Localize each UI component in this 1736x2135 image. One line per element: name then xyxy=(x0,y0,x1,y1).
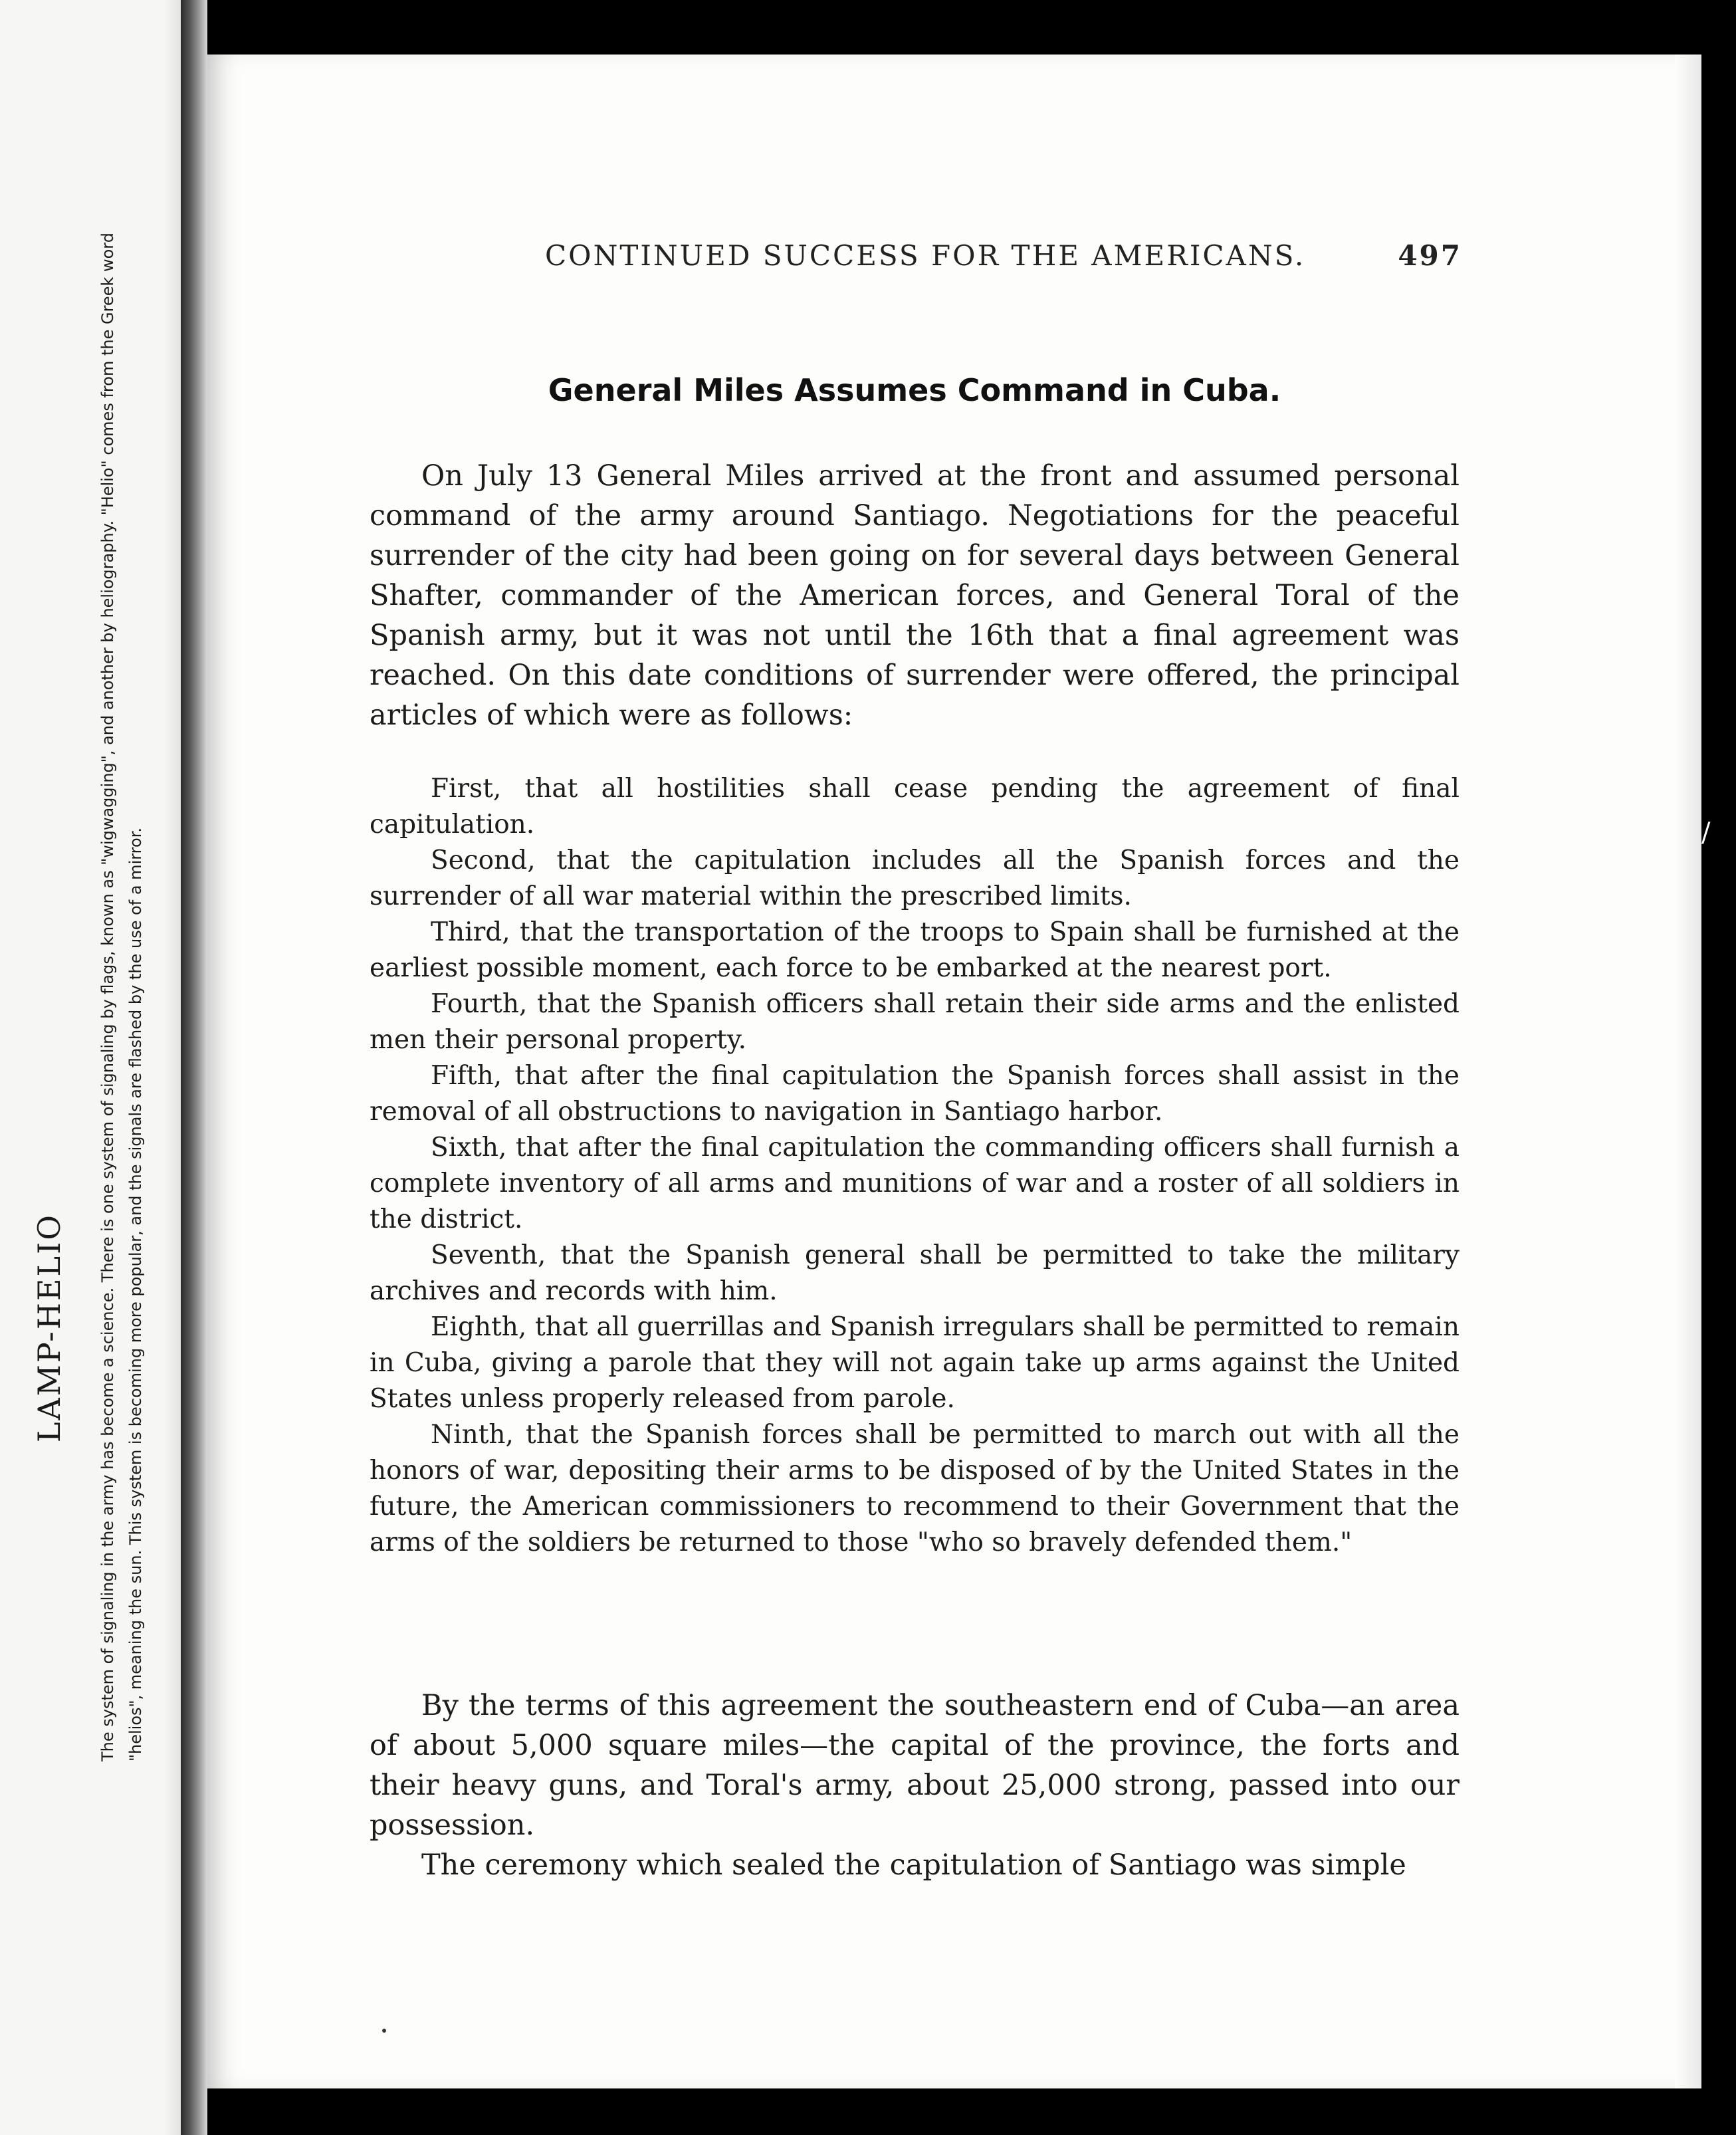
article-item: Seventh, that the Spanish general shall be permitted to take the military archives and records with him. xyxy=(370,1240,1460,1306)
article-item: Third, that the transportation of the troops to Spain shall be furnished at the earliest possible moment, each force to be embarked at the nearest port. xyxy=(370,917,1460,983)
page-right-edge xyxy=(1675,55,1701,2088)
side-caption-area xyxy=(0,0,181,2135)
edge-mark: / xyxy=(1701,818,1711,848)
terms-paragraph: By the terms of this agreement the southeastern end of Cuba—an area of about 5,000 square miles—the capital of the province, the forts and their heavy guns, and Toral's army, about 25,000 strong, passed into our possession. xyxy=(370,1689,1460,1842)
article-item: Eighth, that all guerrillas and Spanish irregulars shall be permitted to remain in Cuba, giving a parole that they will not again take up arms against the United States unless properly released from parole. xyxy=(370,1312,1460,1414)
facing-page xyxy=(0,0,182,2135)
page-number: 497 xyxy=(1398,239,1462,272)
ink-speck xyxy=(382,2029,386,2033)
rotated-caption xyxy=(31,233,150,1761)
article-item: Sixth, that after the final capitulation the commanding officers shall furnish a complete inventory of all arms and munitions of war and a roster of all soldiers in the district. xyxy=(370,1133,1460,1234)
section-heading: General Miles Assumes Command in Cuba. xyxy=(548,372,1281,408)
article-item: First, that all hostilities shall cease pending the agreement of final capitulation. xyxy=(370,774,1460,840)
article-item: Fifth, that after the final capitulation the Spanish forces shall assist in the removal of all obstructions to navigation in Santiago harbor. xyxy=(370,1061,1460,1127)
running-head-title: CONTINUED SUCCESS FOR THE AMERICANS. xyxy=(545,239,1306,272)
article-item: Ninth, that the Spanish forces shall be permitted to march out with all the honors of war, depositing their arms to be disposed of by the United States in the future, the American commissioners to recommend to their Government that the arms of the soldiers be returned to those "who so bravely defended them." xyxy=(370,1420,1460,1557)
caption-title: LAMP-HELIO xyxy=(31,1213,67,1442)
intro-paragraph: On July 13 General Miles arrived at the front and assumed personal command of the army around Santiago. Negotiations for the peaceful surrender of the city had been going on for several days between General Shafter, commander of the American forces, and General Toral of the Spanish army, but it was not until the 16th that a final agreement was reached. On this date conditions of surrender were offered, the principal articles of which were as follows: xyxy=(370,459,1460,732)
caption-text: The system of signaling in the army has become a science. There is one system of signaling by flags, known as "wigwagging", and another by heliography. "Helio" comes from the Greek word "helios", meaning the sun. This system is becoming more popular, and the signals are flashed by the use of a mirror. xyxy=(98,233,145,1761)
article-item: Second, that the capitulation includes all the Spanish forces and the surrender of all war material within the prescribed limits. xyxy=(370,845,1460,911)
ceremony-paragraph: The ceremony which sealed the capitulation of Santiago was simple xyxy=(421,1849,1406,1882)
article-item: Fourth, that the Spanish officers shall retain their side arms and the enlisted men their personal property. xyxy=(370,989,1460,1055)
articles-list xyxy=(370,771,1460,1561)
book-gutter xyxy=(181,0,207,2135)
